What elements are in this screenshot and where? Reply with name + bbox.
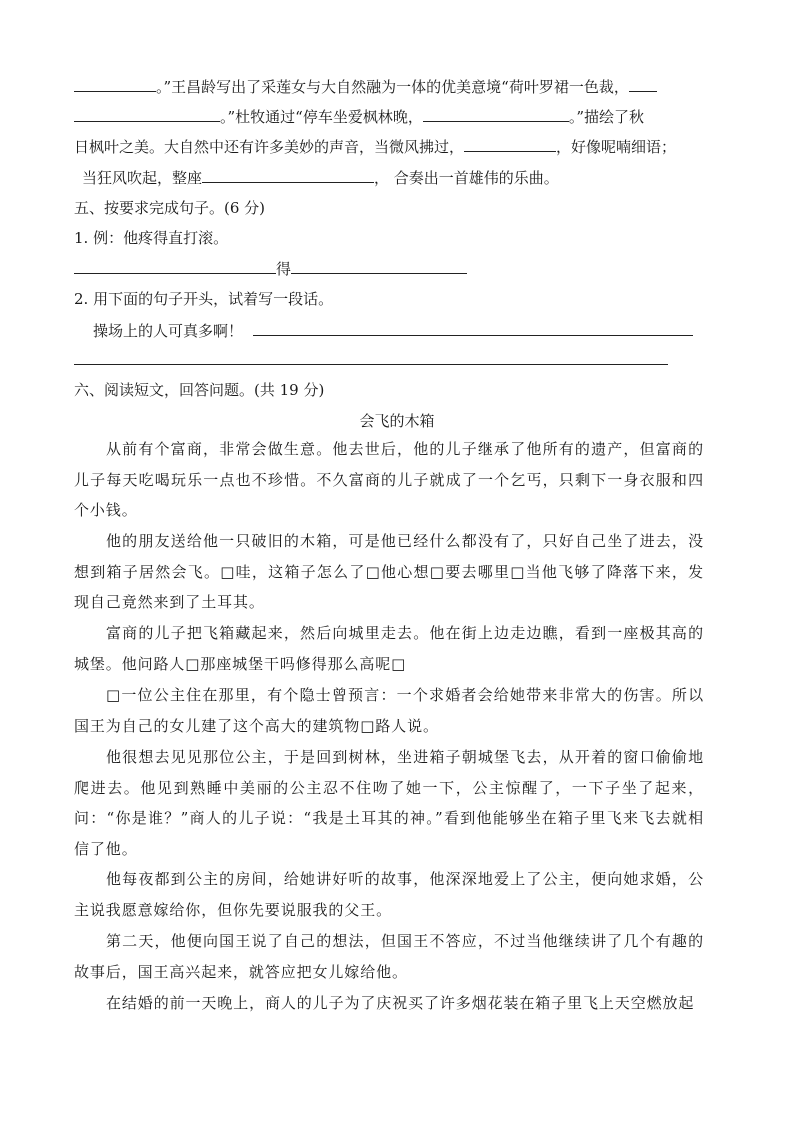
- fill-line-4: [82, 167, 559, 188]
- text: 日枫叶之美。大自然中还有许多美妙的声音，当微风拂过，: [74, 138, 465, 156]
- story-paragraph-7: 第二天，他便向国王说了自己的想法，但国王不答应，不过当他继续讲了几个有趣的故事后，国王高兴起来，就答应把女儿嫁给他。: [74, 932, 704, 981]
- answer-blank[interactable]: [74, 258, 276, 274]
- section-5-q1-answer: [74, 258, 467, 279]
- section-6-heading: 六、阅读短文，回答问题。(共 19 分): [74, 381, 325, 399]
- story-paragraph-6: 他每夜都到公主的房间，给她讲好听的故事，他深深地爱上了公主，便向她求婚，公主说我愿意嫁给你，但你先要说服我的父王。: [74, 870, 704, 919]
- answer-blank[interactable]: [74, 76, 156, 92]
- text: ，好像呢喃细语；: [556, 138, 677, 156]
- text: 操场上的人可真多啊！: [93, 322, 244, 340]
- answer-blank[interactable]: [202, 167, 374, 183]
- section-5-q2: 2. 用下面的句子开头，试着写一段话。: [74, 290, 334, 308]
- section-5-q2-answer: [93, 320, 693, 341]
- story-paragraph-5: 他很想去见见那位公主，于是回到树林，坐进箱子朝城堡飞去，从开着的窗口偷偷地爬进去。他见到熟睡中美丽的公主忍不住吻了她一下，公主惊醒了，一下子坐了起来， 问：“你是谁？”商人的儿子说：“我是土耳其的神。”看到他能够坐在箱子里飞来飞去就相信了他。: [74, 748, 704, 858]
- section-5-q1: 1. 例：他疼得直打滚。: [74, 229, 229, 247]
- answer-blank[interactable]: [423, 106, 569, 122]
- answer-blank[interactable]: [629, 76, 657, 92]
- answer-blank[interactable]: [291, 258, 467, 274]
- story-paragraph-4: □一位公主住在那里，有个隐士曾预言：一个求婚者会给她带来非常大的伤害。所以国王为自己的女儿建了这个高大的建筑物□路人说。: [74, 686, 704, 735]
- answer-line[interactable]: [74, 364, 668, 365]
- story-paragraph-8: 在结婚的前一天晚上，商人的儿子为了庆祝买了许多烟花装在箱子里飞上天空燃放起: [106, 994, 695, 1012]
- text: 。”王昌龄写出了采莲女与大自然融为一体的优美意境“荷叶罗裙一色裁，: [156, 78, 629, 96]
- story-title: 会飞的木箱: [359, 412, 435, 430]
- answer-blank[interactable]: [464, 136, 556, 152]
- story-paragraph-3: 富商的儿子把飞箱藏起来，然后向城里走去。他在街上边走边瞧，看到一座极其高的城堡。他问路人□那座城堡干吗修得那么高呢□: [74, 624, 704, 673]
- text: 。”描绘了秋: [568, 108, 645, 126]
- fill-line-3: [74, 136, 676, 157]
- section-5-heading: 五、按要求完成句子。(6 分): [74, 199, 266, 217]
- fill-line-2: [74, 106, 644, 127]
- story-paragraph-2: 他的朋友送给他一只破旧的木箱，可是他已经什么都没有了，只好自己坐了进去，没想到箱子居然会飞。□哇，这箱子怎么了□他心想□要去哪里□当他飞够了降落下来，发现自己竟然来到了土耳其。: [74, 532, 704, 611]
- text: ， 合奏出一首雄伟的乐曲。: [374, 169, 559, 187]
- text: 。”杜牧通过“停车坐爱枫林晚，: [220, 108, 423, 126]
- answer-blank[interactable]: [74, 106, 220, 122]
- text: 得: [276, 260, 292, 278]
- story-paragraph-1: 从前有个富商，非常会做生意。他去世后，他的儿子继承了他所有的遗产，但富商的儿子每天吃喝玩乐一点也不珍惜。不久富商的儿子就成了一个乞丐，只剩下一身衣服和四个小钱。: [74, 440, 704, 519]
- fill-line-1: [74, 76, 657, 97]
- answer-blank[interactable]: [253, 320, 693, 336]
- text: 当狂风吹起，整座: [82, 169, 203, 187]
